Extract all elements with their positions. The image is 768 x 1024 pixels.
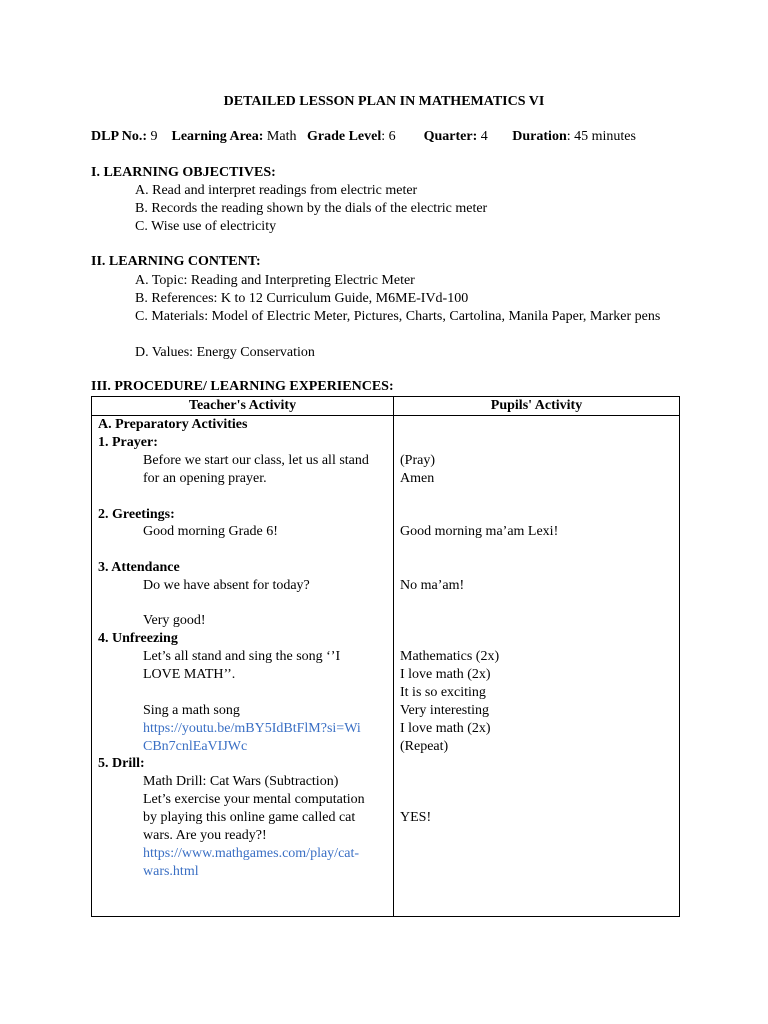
pupil-text: I love math (2x) bbox=[400, 721, 491, 736]
unfreezing-heading: 4. Unfreezing bbox=[98, 631, 178, 646]
procedure-heading: III. PROCEDURE/ LEARNING EXPERIENCES: bbox=[91, 379, 394, 394]
game-link[interactable]: https://www.mathgames.com/play/cat- bbox=[143, 846, 360, 861]
teacher-text: Math Drill: Cat Wars (Subtraction) bbox=[143, 774, 339, 789]
teacher-text: Let’s exercise your mental computation bbox=[143, 792, 365, 807]
procedure-table bbox=[91, 396, 680, 917]
teacher-text: Before we start our class, let us all stand bbox=[143, 453, 369, 468]
content-item: A. Topic: Reading and Interpreting Electric Meter bbox=[135, 273, 415, 288]
pupil-text: (Pray) bbox=[400, 453, 435, 468]
teacher-text: Very good! bbox=[143, 613, 206, 628]
teacher-text: by playing this online game called cat bbox=[143, 810, 356, 825]
teacher-text: Do we have absent for today? bbox=[143, 578, 310, 593]
pupil-text: No ma’am! bbox=[400, 578, 465, 593]
drill-heading: 5. Drill: bbox=[98, 756, 145, 771]
content-item: C. Materials: Model of Electric Meter, Pictures, Charts, Cartolina, Manila Paper, Marker pens bbox=[135, 309, 661, 324]
pupil-text: Good morning ma’am Lexi! bbox=[400, 524, 559, 539]
pupil-text: YES! bbox=[400, 810, 432, 825]
game-link-continued[interactable]: wars.html bbox=[143, 864, 199, 879]
dlp-value: 9 bbox=[147, 129, 158, 144]
teacher-activity-cell bbox=[92, 416, 394, 917]
duration-value: : 45 minutes bbox=[566, 129, 636, 144]
greetings-heading: 2. Greetings: bbox=[98, 507, 175, 522]
lesson-meta bbox=[91, 129, 636, 145]
grade-level-value: : 6 bbox=[381, 129, 396, 144]
pupil-text: (Repeat) bbox=[400, 739, 449, 754]
duration-label: Duration bbox=[512, 129, 567, 144]
pupils-column-header: Pupils' Activity bbox=[394, 397, 680, 416]
pupils-activity-cell bbox=[394, 416, 680, 917]
teacher-text: Sing a math song bbox=[143, 703, 240, 718]
attendance-heading: 3. Attendance bbox=[98, 560, 180, 575]
objectives-heading: I. LEARNING OBJECTIVES: bbox=[91, 165, 276, 180]
content-heading: II. LEARNING CONTENT: bbox=[91, 254, 261, 269]
pupil-text: Mathematics (2x) bbox=[400, 649, 500, 664]
objective-item: A. Read and interpret readings from electric meter bbox=[135, 183, 418, 198]
pupil-text: I love math (2x) bbox=[400, 667, 491, 682]
quarter-label: Quarter: bbox=[423, 129, 478, 144]
song-link-continued[interactable]: CBn7cnlEaVIJWc bbox=[143, 739, 248, 754]
teacher-text: for an opening prayer. bbox=[143, 471, 267, 486]
grade-level-label: Grade Level bbox=[306, 129, 382, 144]
teacher-text: Good morning Grade 6! bbox=[143, 524, 278, 539]
teacher-text: LOVE MATH’’. bbox=[143, 667, 236, 682]
objective-item: B. Records the reading shown by the dials of the electric meter bbox=[135, 201, 488, 216]
pupil-text: It is so exciting bbox=[400, 685, 486, 700]
teacher-column-header: Teacher's Activity bbox=[92, 397, 394, 416]
pupil-text: Amen bbox=[400, 471, 435, 486]
dlp-label: DLP No.: bbox=[91, 129, 147, 144]
teacher-text: wars. Are you ready?! bbox=[143, 828, 267, 843]
content-item: D. Values: Energy Conservation bbox=[135, 345, 315, 360]
document-title: DETAILED LESSON PLAN IN MATHEMATICS VI bbox=[223, 94, 545, 109]
content-item: B. References: K to 12 Curriculum Guide, M6ME-IVd-100 bbox=[135, 291, 469, 306]
learning-area-value: Math bbox=[263, 129, 297, 144]
objective-item: C. Wise use of electricity bbox=[135, 219, 277, 234]
quarter-value: 4 bbox=[477, 129, 488, 144]
song-link[interactable]: https://youtu.be/mBY5IdBtFlM?si=Wi bbox=[143, 721, 361, 736]
pupil-text: Very interesting bbox=[400, 703, 490, 718]
prayer-heading: 1. Prayer: bbox=[98, 435, 158, 450]
preparatory-heading: A. Preparatory Activities bbox=[98, 417, 248, 432]
learning-area-label: Learning Area: bbox=[171, 129, 264, 144]
teacher-text: Let’s all stand and sing the song ‘’I bbox=[143, 649, 341, 664]
